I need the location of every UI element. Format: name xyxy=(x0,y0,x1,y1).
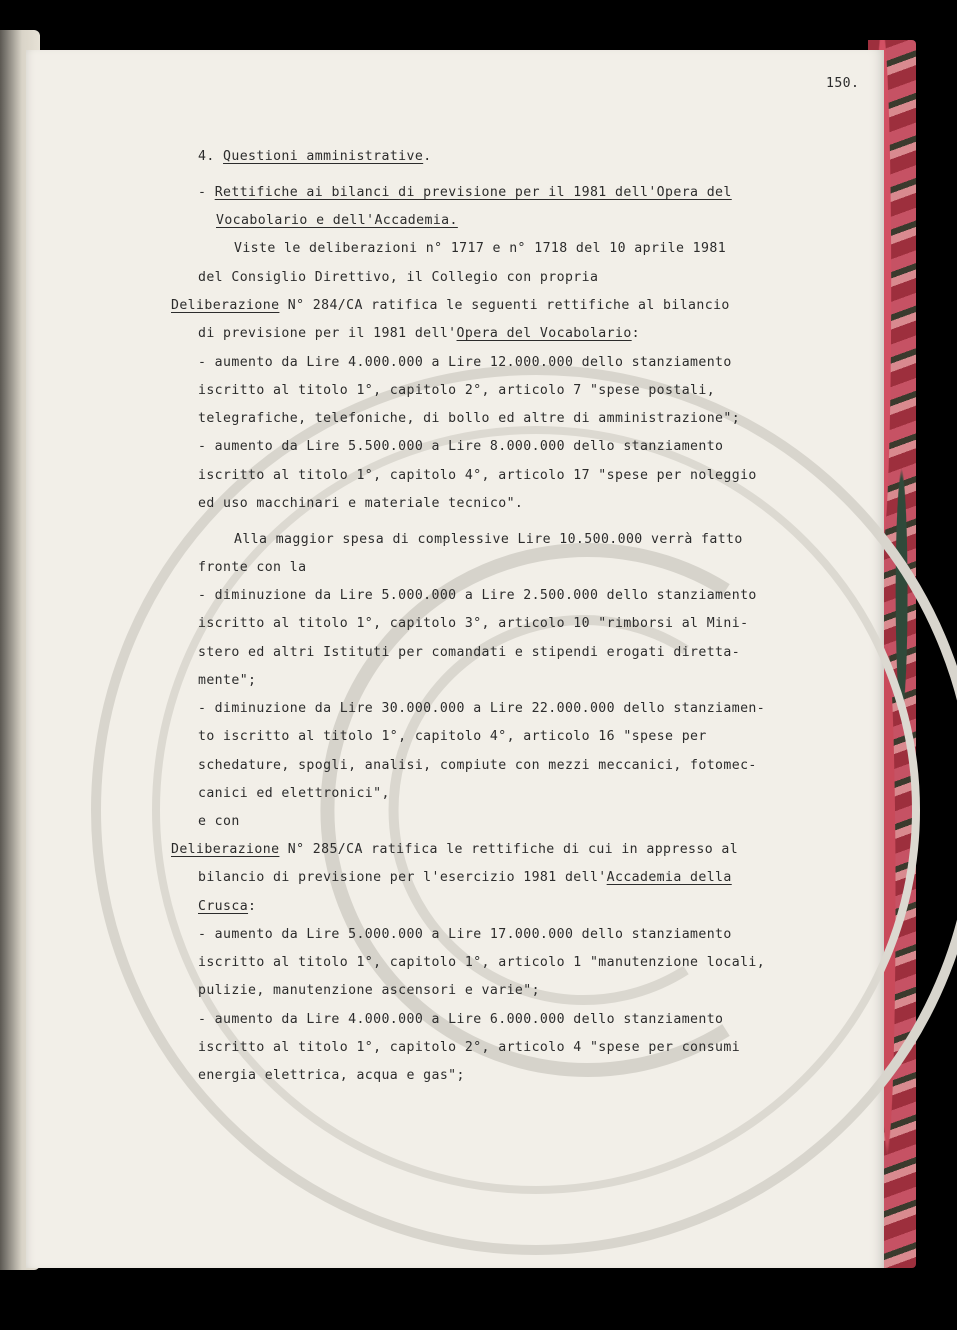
item-1-line-2: iscritto al titolo 1°, capitolo 2°, articolo 7 "spese postali, xyxy=(198,383,716,398)
paragraph-2-line-1: Alla maggior spesa di complessive Lire 10.500.000 verrà fatto xyxy=(234,532,743,547)
page-number: 150. xyxy=(826,76,860,91)
paragraph-1-line-1: Viste le deliberazioni n° 1717 e n° 1718 del 10 aprile 1981 xyxy=(234,241,727,256)
deliberation-285-line-2: bilancio di previsione per l'esercizio 1981 dell'Accademia della xyxy=(198,870,732,885)
paragraph-2-line-2: fronte con la xyxy=(198,560,307,575)
deliberation-285-line-3: Crusca: xyxy=(198,899,257,914)
item-5-line-3: pulizie, manutenzione ascensori e varie"; xyxy=(198,983,540,998)
item-4-line-4: canici ed elettronici", xyxy=(198,786,390,801)
item-3-line-3: stero ed altri Istituti per comandati e stipendi erogati diretta- xyxy=(198,645,741,660)
document-page xyxy=(26,50,884,1268)
item-6-line-3: energia elettrica, acqua e gas"; xyxy=(198,1068,465,1083)
item-5-line-1: - aumento da Lire 5.000.000 a Lire 17.000.000 dello stanziamento xyxy=(198,927,732,942)
deliberation-284-line-1: Deliberazione N° 284/CA ratifica le seguenti rettifiche al bilancio xyxy=(171,298,730,313)
heading-number: 4. xyxy=(198,149,224,164)
deliberation-285-line-1: Deliberazione N° 285/CA ratifica le rettifiche di cui in appresso al xyxy=(171,842,739,857)
item-1-line-1: - aumento da Lire 4.000.000 a Lire 12.000.000 dello stanziamento xyxy=(198,355,732,370)
heading-title: Questioni amministrative xyxy=(223,149,424,164)
subheading-line-1: - Rettifiche ai bilanci di previsione per il 1981 dell'Opera del xyxy=(198,185,732,200)
e-con-text: e con xyxy=(198,814,240,829)
item-4-line-3: schedature, spogli, analisi, compiute con mezzi meccanici, fotomec- xyxy=(198,758,757,773)
section-heading xyxy=(198,148,432,166)
item-6-line-1: - aumento da Lire 4.000.000 a Lire 6.000.000 dello stanziamento xyxy=(198,1012,724,1027)
item-2-line-2: iscritto al titolo 1°, capitolo 4°, articolo 17 "spese per noleggio xyxy=(198,468,757,483)
item-5-line-2: iscritto al titolo 1°, capitolo 1°, articolo 1 "manutenzione locali, xyxy=(198,955,766,970)
item-3-line-4: mente"; xyxy=(198,673,257,688)
item-3-line-2: iscritto al titolo 1°, capitolo 3°, articolo 10 "rimborsi al Mini- xyxy=(198,616,749,631)
paragraph-1-line-2: del Consiglio Direttivo, il Collegio con propria xyxy=(198,270,599,285)
heading-end: . xyxy=(423,149,432,164)
item-4-line-2: to iscritto al titolo 1°, capitolo 4°, articolo 16 "spese per xyxy=(198,729,707,744)
item-2-line-1: - aumento da Lire 5.500.000 a Lire 8.000.000 dello stanziamento xyxy=(198,439,724,454)
item-6-line-2: iscritto al titolo 1°, capitolo 2°, articolo 4 "spese per consumi xyxy=(198,1040,741,1055)
item-1-line-3: telegrafiche, telefoniche, di bollo ed altre di amministrazione"; xyxy=(198,411,741,426)
item-4-line-1: - diminuzione da Lire 30.000.000 a Lire 22.000.000 dello stanziamen- xyxy=(198,701,766,716)
item-3-line-1: - diminuzione da Lire 5.000.000 a Lire 2.500.000 dello stanziamento xyxy=(198,588,757,603)
subheading-line-2: Vocabolario e dell'Accademia. xyxy=(216,213,458,228)
item-2-line-3: ed uso macchinari e materiale tecnico". xyxy=(198,496,524,511)
deliberation-284-line-2: di previsione per il 1981 dell'Opera del Vocabolario: xyxy=(198,326,641,341)
